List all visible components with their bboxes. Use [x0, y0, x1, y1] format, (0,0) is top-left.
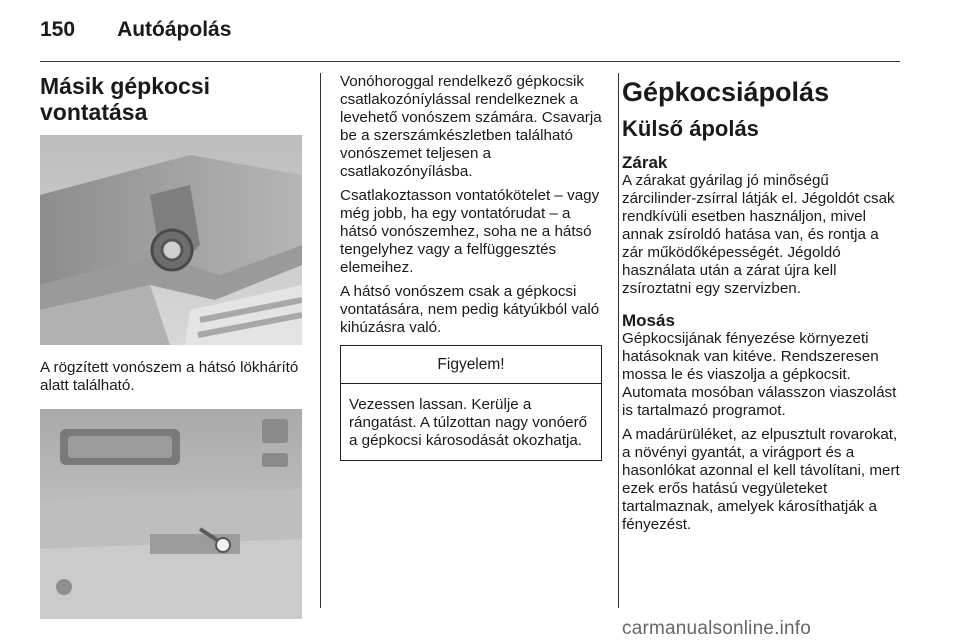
header-rule	[40, 61, 900, 62]
paragraph-tow-eye-usage: A hátsó vonószem csak a gépkocsi vontatására, nem pedig kátyúkból való kihúzásra való.	[340, 283, 600, 336]
caption-fixed-tow-eye: A rögzített vonószem a hátsó lökhárító alatt található.	[40, 359, 299, 394]
column-left	[40, 73, 305, 619]
page-header	[40, 18, 231, 42]
column-right	[622, 73, 900, 540]
chapter-title: Autóápolás	[117, 18, 232, 41]
paragraph-tow-rope: Csatlakoztasson vontatókötelet – vagy még jobb, ha egy vontatórudat – a hátsó vonószemhez, soha ne a hátsó tengelyhez vagy a felfüggesztés elemeihez.	[340, 187, 600, 276]
column-middle	[340, 73, 602, 461]
subsection-exterior-care: Külső ápolás	[622, 116, 759, 141]
column-divider-2	[618, 73, 619, 608]
heading-washing: Mosás	[622, 311, 675, 330]
paragraph-tow-eye-removable: Vonóhoroggal rendelkező gépkocsik csatlakozóníylással rendelkeznek a levehető vonószem számára. Csavarja be a szerszámkészletben található vonószemet teljesen a csatlakozónyílásba.	[340, 73, 602, 180]
warning-box	[340, 345, 602, 461]
column-divider-1	[320, 73, 321, 608]
tow-eye-fixed-illustration	[40, 135, 302, 345]
tow-eye-rear-illustration	[40, 409, 302, 619]
section-title-towing: Másik gépkocsi vontatása	[40, 73, 211, 125]
page-number: 150	[40, 18, 76, 41]
paragraph-washing-1: Gépkocsijának fényezése környezeti hatásoknak van kitéve. Rendszeresen mossa le és viaszolja a gépkocsit. Automata mosóban válasszon viaszolást is tartalmazó programot.	[622, 330, 897, 419]
heading-locks: Zárak	[622, 153, 668, 172]
warning-title: Figyelem!	[341, 346, 601, 384]
section-title-care: Gépkocsiápolás	[622, 77, 830, 107]
watermark-text: carmanualsonline.info	[622, 618, 812, 639]
paragraph-washing-2: A madárürüléket, az elpusztult rovarokat, a növényi gyantát, a virágport és a hasonlókat azonnal el kell távolítani, mert ezek erős hatású vegyületeket tartalmaznak, amelyek károsíthatják a fényezést.	[622, 426, 900, 533]
warning-text: Vezessen lassan. Kerülje a rángatást. A túlzottan nagy vonóerő a gépkocsi károsodását okozhatja.	[349, 396, 588, 449]
paragraph-locks: A zárakat gyárilag jó minőségű zárcilinder-zsírral látják el. Jégoldót csak rendkívüli esetben használjon, mivel annak zsíroldó hatása van, és rontja a zár működőképességét. Jégoldó használata után a zárat újra kell zsíroztatni egy szervizben.	[622, 172, 895, 297]
